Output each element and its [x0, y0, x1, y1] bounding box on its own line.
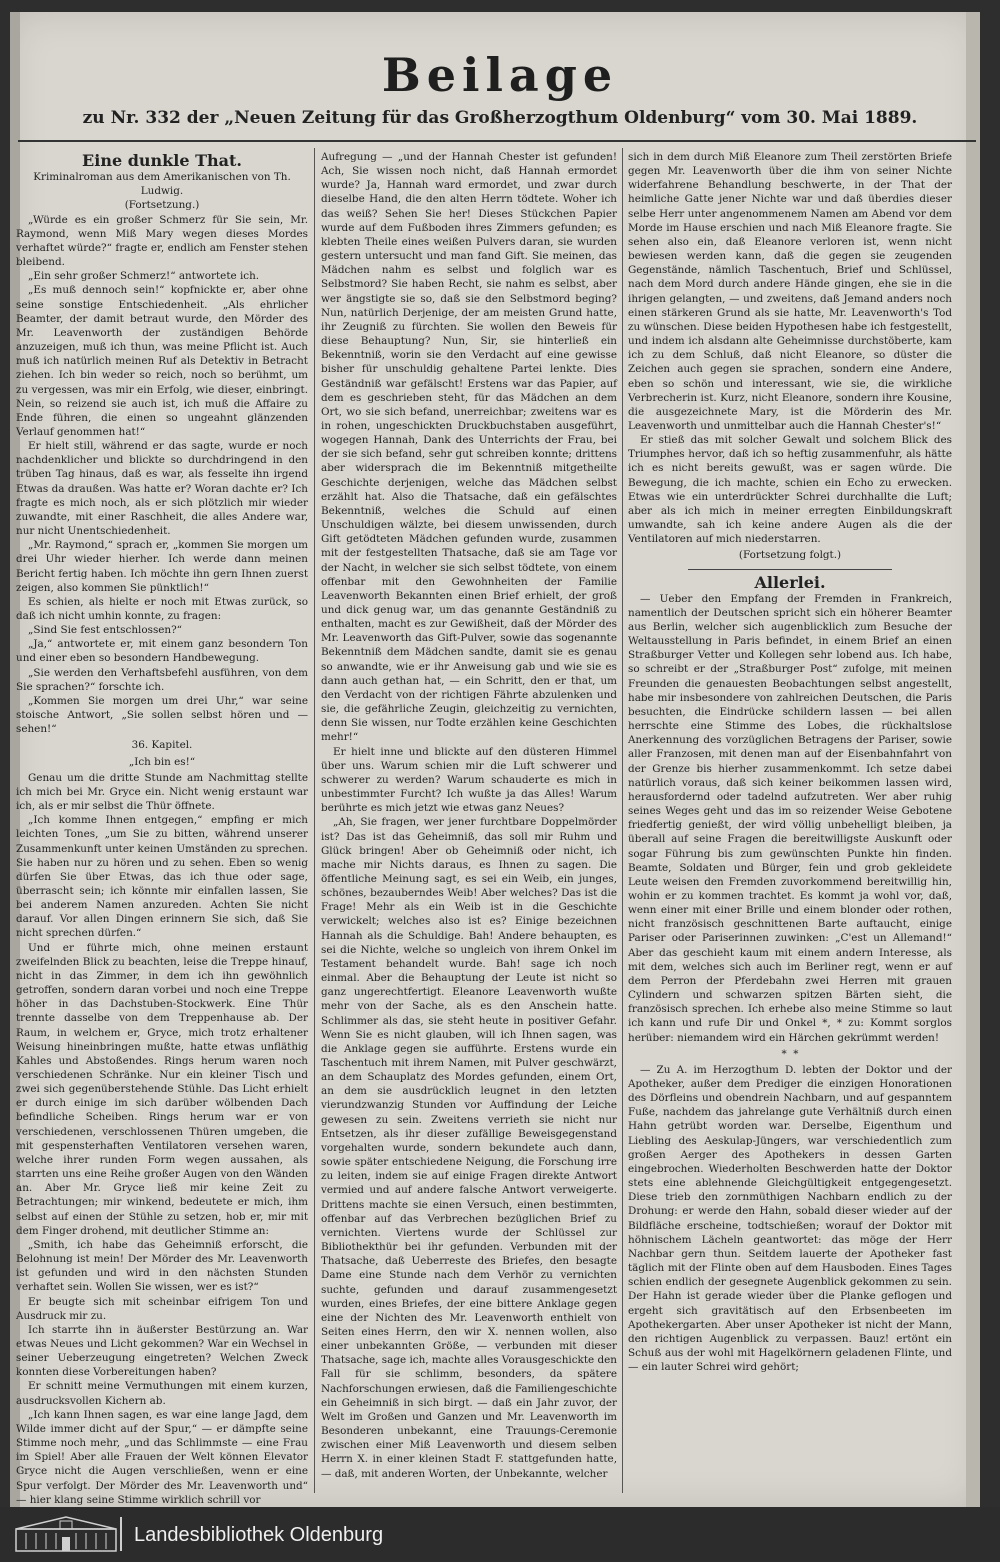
section-title: Allerlei.: [754, 572, 826, 592]
paragraph: „Würde es ein großer Schmerz für Sie sein, Mr. Raymond, wenn Miß Mary wegen dieses Mordes verhaftet würde?“ fragte er, endlich am Fenster stehen bleibend.: [16, 213, 308, 269]
paragraph: Genau um die dritte Stunde am Nachmittag stellte ich mich bei Mr. Gryce ein. Nicht wenig erstaunt war ich, als er mir selbst die Thür öffnete.: [16, 771, 308, 813]
paragraph: „Smith, ich habe das Geheimniß erforscht, die Belohnung ist mein! Der Mörder des Mr. Leavenworth ist gefunden und wird in den nächsten Stunden verhaftet sein. Wollen Sie wissen, wer es ist?“: [16, 1238, 308, 1294]
footer-divider: [120, 1517, 122, 1551]
column-divider: [314, 148, 315, 1493]
paragraph: sich in dem durch Miß Eleanore zum Theil zerstörten Briefe gegen Mr. Leavenworth über die ihm von seiner Nichte widerfahrene Behandlung beschwerte, in der That der heimliche Gatte jener Nichte war und daß überdies dieser selbe Herr unter angenommenem Namen am Abend vor dem Morde im Hause erschien und nach Miß Eleanore fragte. Sie sehen also ein, daß Eleanore verloren ist, wenn nicht bewiesen werden kann, daß die gegen sie zeugenden Gegenstände, nämlich Taschentuch, Brief und Schlüssel, nach dem Mord durch andere Hände gingen, ehe sie in die ihrigen gelangten, — und zweitens, daß Jemand anders noch einen stärkeren Grund als sie hatte, Mr. Leavenworth's Tod zu wünschen. Diese beiden Hypothesen habe ich festgestellt, und indem ich alsdann alte Geheimnisse durchstöberte, kam ich zu dem Schluß, daß nicht Eleanore, so düster die Zeichen auch gegen sie sprachen, sondern eine Andere, eben so schön und interessant, wie sie, die wirkliche Verbrecherin ist. Kurz, nicht Eleanore, sondern ihre Kousine, die ausgezeichnete Mary, ist die Mörderin des Mr. Leavenworth und unmittelbar auch die Hannah Chester's!“: [628, 151, 952, 432]
paragraph: — Zu A. im Herzogthum D. lebten der Doktor und der Apotheker, außer dem Prediger die einzigen Honorationen des Dörfleins und obendrein Nachbarn, und auf gespanntem Fuße, nachdem das jahrelange gute Verhältniß durch einen Hahn getrübt worden war. Derselbe, Eigenthum und Liebling des Aeskulap-Jüngers, war verschiedentlich zum großen Aerger des Apothekers in dessen Garten eingebrochen. Wiederholten Beschwerden hatte der Doktor stets eine ablehnende Gleichgültigkeit entgegengesetzt. Diese trieb den zornmüthigen Nachbarn endlich zu der Drohung: er werde den Hahn, sobald dieser wieder auf der Bildfläche erscheine, todtschießen; worauf der Doktor mit höhnischem Lächeln geantwortet: das möge der Herr Nachbar gern thun. Seitdem lauerte der Apotheker fast täglich mit der Flinte oben auf dem Hausboden. Eines Tages schien endlich der gesegnete Augenblick gekommen zu sein. Der Hahn ist gerade wieder über die Planke geflogen und ergeht sich gravitätisch auf den Erbsenbeeten im Apothekergarten. Aber unser Apotheker ist nicht der Mann, den richtigen Augenblick zu verpassen. Bauz! ertönt ein Schuß aus der wohl mit Hagelkörnern geladenen Flinte, und — ein lauter Schrei wird gehört;: [628, 1063, 952, 1374]
library-building-icon: [14, 1515, 118, 1553]
paragraph: Er hielt inne und blickte auf den düsteren Himmel über uns. Warum schien mir die Luft schwerer und schwerer zu werden? Warum schauderte es mich in unbestimmter Furcht? Ich wußte ja das Alles! Warum berührte es mich jetzt wie etwas ganz Neues?: [321, 745, 617, 815]
library-footer: [0, 1507, 1000, 1562]
masthead-subline: zu Nr. 332 der „Neuen Zeitung für das Großherzogthum Oldenburg“ vom 30. Mai 1889.: [82, 108, 918, 128]
header-rule: [18, 140, 976, 142]
story-title: Eine dunkle That.: [82, 151, 242, 170]
paragraph: „Ein sehr großer Schmerz!“ antwortete ich.: [28, 270, 260, 283]
paragraph: „Sie werden den Verhaftsbefehl ausführen, von dem Sie sprachen?“ forschte ich.: [16, 666, 308, 693]
paragraph: „Mr. Raymond,“ sprach er, „kommen Sie morgen um drei Uhr wieder hierher. Ich werde dann meinen Bericht fertig haben. Ich möchte ihn gern Ihnen zuerst zeigen, also kommen Sie pünktlich!“: [16, 539, 308, 594]
asterisk-divider: * *: [781, 1047, 799, 1060]
paragraph: „Ja,“ antwortete er, mit einem ganz besondern Ton und einer eben so besondern Handbewegung.: [16, 638, 308, 665]
masthead-title: Beilage: [381, 48, 619, 102]
chapter-title: „Ich bin es!“: [128, 755, 196, 768]
column-3: [628, 150, 952, 1490]
paragraph: Er schnitt meine Vermuthungen mit einem kurzen, ausdrucksvollen Kichern ab.: [16, 1380, 308, 1407]
continuation-note: (Fortsetzung folgt.): [738, 549, 842, 562]
story-subtitle: Kriminalroman aus dem Amerikanischen von Th. Ludwig.: [33, 171, 291, 198]
paragraph: Aufregung — „und der Hannah Chester ist gefunden! Ach, Sie wissen noch nicht, daß Hannah ermordet wurde? Ja, Hannah ward ermordet, und zwar durch dieselbe Hand, die den alten Herrn tödtete. Woher ich das weiß? Sehen Sie her! Dieses Stückchen Papier wurde auf dem Fußboden ihres Zimmers gefunden; es klebten Theile eines weißen Pulvers daran, sie wurden gestern untersucht und man fand Gift. Sie meinen, das Mädchen nahm es selbst und folglich war es Selbstmord? Sie haben Recht, sie nahm es selbst, aber wer ängstigte sie so, daß sie den Selbstmord beging? Nun, natürlich Derjenige, der am meisten Grund hatte, ihr Zeugniß zu fürchten. Sie wollen den Beweis für diese Behauptung? Nun, Sir, sie hinterließ ein Bekenntniß, worin sie den Verdacht auf eine gewisse bisher für unschuldig gehaltene Partei lenkte. Dies Geständniß war gefälscht! Erstens war das Papier, auf dem es geschrieben steht, für das Mädchen an dem Ort, wo sie sich befand, unerreichbar; zweitens war es in rohen, ungeschickten Druckbuchstaben ausgeführt, wogegen Hannah, Dank des Unterrichts der Frau, bei der sie sich befand, sehr gut schreiben konnte; drittens aber widersprach die im Bekenntniß mitgetheilte Geschichte derjenigen, welche das Mädchen selbst erzählt hat. Also die Thatsache, daß ein gefälschtes Bekenntniß, welches die Schuld auf einen Unschuldigen wälzte, bei diesem unwissenden, durch Gift getödteten Mädchen gefunden wurde, zusammen mit der festgestellten Thatsache, daß sie am Tage vor der Nacht, in welcher sie sich selbst tödtete, von einem offenbar mit den Gewohnheiten der Familie Leavenworth Bekannten einen Brief erhielt, der groß und dick genug war, um das genannte Geständniß zu enthalten, macht es zur Gewißheit, daß der Mörder des Mr. Leavenworth das Gift-Pulver, sowie das sogenannte Bekenntniß dem Mädchen sandte, damit sie es genau so anwandte, wie er ihr Anweisung gab und wie sie es dann auch gethan hat, — ein Schritt, den er that, um den Verdacht von der richtigen Fährte abzulenken und sie, die gefährliche Zeugin, gleichzeitig zu vernichten, denn Sie wissen, nur Todte erzählen keine Geschichten mehr!“: [321, 151, 617, 744]
paragraph: „Ich kann Ihnen sagen, es war eine lange Jagd, dem Wilde immer dicht auf der Spur,“ — er dämpfte seine Stimme noch mehr, „und das Schlimmste — eine Frau im Spiel! Aber alle Frauen der Welt können Elevator Gryce nicht die Augen verschließen, wenn er eine Spur verfolgt. Der Mörder des Mr. Leavenworth und“ — hier klang seine Stimme wirklich schrill vor: [16, 1408, 308, 1506]
page-right-edge: [966, 12, 980, 1507]
paragraph: Er beugte sich mit scheinbar eifrigem Ton und Ausdruck mir zu.: [16, 1295, 308, 1322]
chapter-heading: 36. Kapitel.: [131, 739, 193, 752]
column-1: [16, 150, 308, 1506]
paragraph: „Ah, Sie fragen, wer jener furchtbare Doppelmörder ist? Das ist das Geheimniß, das soll mir Ruhm und Glück bringen! Aber ob Geheimniß oder nicht, ich mache mir Nichts daraus, es Ihnen zu sagen. Die öffentliche Meinung sagt, es sei ein Weib, ein junges, schönes, bezauberndes Weib! Aber welches? Das ist die Frage! Mehr als ein Weib ist in die Geschichte verwickelt; welches also ist es? Einige bezeichnen Hannah als die Schuldige. Bah! Andere behaupten, es sei die Nichte, welche so ungleich von ihrem Onkel im Testament behandelt wurde. Bah! sage ich noch einmal. Aber die Behauptung der Leute ist nicht so ganz ungerechtfertigt. Eleanore Leavenworth wußte mehr von der Sache, als es den Anschein hatte. Schlimmer als das, sie steht heute in positiver Gefahr. Wenn Sie es nicht glauben, will ich Ihnen sagen, was die Anklage gegen sie aufführte. Erstens wurde ein Taschentuch mit ihrem Namen, mit Pulver geschwärzt, an dem Schauplatz des Mordes gefunden, einem Ort, an dem sie ausdrücklich leugnet in den letzten vierundzwanzig Stunden vor Auffindung der Leiche gewesen zu sein. Zweitens verrieth sie nicht nur Entsetzen, als ihr dieser zufällige Beweisgegenstand vorgehalten wurde, sondern bekundete auch dann, sowie später entschiedene Neigung, die Forschung irre zu leiten, indem sie auf einige Fragen direkte Antwort vermied und auf andere falsche Antwort verweigerte. Drittens machte sie einen Versuch, einen bestimmten, offenbar auf das Verbrechen bezüglichen Brief zu vernichten. Viertens wurde der Schlüssel zur Bibliothekthür bei ihr gefunden. Verbunden mit der Thatsache, daß Ueberreste des Briefes, den besagte Dame eine Stunde nach dem Verhör zu vernichten suchte, gefunden und darauf zusammengesetzt wurden, eines Briefes, der eine bittere Anklage gegen eine der Nichten des Mr. Leavenworth enthielt von Seiten eines Herrn, den wir X. nennen wollen, also einer unbekannten Größe, — verbunden mit dieser Thatsache, sage ich, machte alles Vorausgeschickte den Fall für sie schlimm, besonders, da spätere Nachforschungen erwiesen, daß die Familiengeschichte ein Geheimniß in sich birgt. — daß ein Jahr zuvor, der Welt im Großen und Ganzen und Mr. Leavenworth im Besonderen unbekannt, eine Trauungs-Ceremonie zwischen einer Miß Leavenworth und diesem selben Herrn X. in einer kleinen Stadt F. stattgefunden hatte, — daß, mit anderen Worten, der Unbekannte, welcher: [321, 816, 617, 1480]
paragraph: Und er führte mich, ohne meinen erstaunt zweifelnden Blick zu beachten, leise die Treppe hinauf, nicht in das Zimmer, in dem ich ihn gewöhnlich getroffen, sondern daran vorbei und noch eine Treppe höher in das Dachstuben-Stockwerk. Eine Thür trennte dasselbe von dem Treppenhause ab. Der Raum, in welchem er, Gryce, mich trotz erhaltener Weisung hineinbringen mußte, hatte etwas unfläthig Kahles und Abstoßendes. Rings herum waren noch verschiedenen Schränke. Nur ein kleiner Tisch und zwei sich gegenüberstehende Stühle. Das Licht erhielt er durch einige im sich darüber wölbenden Dach befindliche Scheiben. Rings herum war er von verschiedenen, verschlossenen Thüren umgeben, die mit gespensterhaften Ventilatoren versehen waren, welche ihrer runden Form wegen aussahen, als starrten uns eine Reihe großer Augen von den Wänden an. Aber Mr. Gryce ließ mir keine Zeit zu Betrachtungen; mir winkend, bedeutete er mich, ihm selbst auf einen der Stühle zu setzen, hob er, mir mit dem Finger drohend, mit deutlicher Stimme an:: [16, 941, 308, 1237]
paragraph: — Ueber den Empfang der Fremden in Frankreich, namentlich der Deutschen spricht sich ein höherer Beamter aus Berlin, welcher sich augenblicklich zum Besuche der Weltausstellung in Paris befindet, in einem Brief an einen Straßburger Vetter und Kollegen sehr lobend aus. Ich habe, so schreibt er der „Straßburger Post“ zufolge, mit meinen Freunden die genauesten Beobachtungen selbst angestellt, habe mir insbesondere von zahlreichen Deutschen, die Paris besuchten, die Eindrücke schildern lassen — bei allen herrschte eine Stimme des Lobes, die rückhaltslose Anerkennung des vorzüglichen Betragens der Pariser, sowie aller Franzosen, mit denen man auf der Eisenbahnfahrt von der Grenze bis hierher zusammenkommt. Ich setze dabei natürlich voraus, daß sich keiner beikommen lassen wird, herausfordernd oder tadelnd aufzutreten. Wer aber ruhig seines Weges geht und das im so reizender Weise Gebotene friedfertig genießt, der wird völlig unbehelligt bleiben, ja überall auf seine Fragen die bereitwilligste Auskunft oder sogar Führung bis zum gewünschten Punkte hin finden. Beamte, Soldaten und Bürger, fein und grob gekleidete Leute weisen den Fremden zuvorkommend bereitwillig hin, wohin er zu kommen trachtet. Es kommt ja wohl vor, daß, wenn einer mit einer Brille und einem blonder oder rothen, nicht französisch geschnittenen Barte auftaucht, einige Pariser oder Pariserinnen zuwinken: „C'est un Allemand!“ Aber das geschieht kaum mit einem andern Interesse, als mit dem, welches sich auch im Berliner regt, wenn er auf dem Perron der Pferdebahn zwei Herren mit grauen Cylindern und schwarzen spitzen Bärten sieht, die französisch sprechen. Ich erhebe also meine Stimme so laut ich kann und rufe Dir und Onkel *, * zu: Kommt sorglos herüber: niemandem wird ein Härchen gekrümmt werden!: [628, 592, 952, 1044]
paragraph: „Kommen Sie morgen um drei Uhr,“ war seine stoische Antwort, „Sie sollen selbst hören und — sehen!“: [16, 694, 308, 736]
paragraph: Ich starrte ihn in äußerster Bestürzung an. War etwas Neues und Licht gekommen? War ein Wechsel in seiner Ueberzeugung eingetreten? Welchen Zweck konnten diese Vorbereitungen haben?: [16, 1323, 308, 1379]
paragraph: „Es muß dennoch sein!“ kopfnickte er, aber ohne seine sonstige Entschiedenheit. „Als ehrlicher Beamter, der damit betraut wurde, den Mörder des Mr. Leavenworth der zuständigen Behörde anzuzeigen, muß ich thun, was meine Pflicht ist. Auch muß ich natürlich meinen Ruf als Detektiv in Betracht ziehen. Ich bin weder so reich, noch so berühmt, um zu vergessen, was mir ein Erfolg, wie dieser, einbringt. Nein, so reizend sie auch ist, ich muß die Affaire zu Ende führen, die einen so ungeahnt glänzenden Verlauf genommen hat!“: [16, 284, 308, 438]
paragraph: Er stieß das mit solcher Gewalt und solchem Blick des Triumphes hervor, daß ich so heftig zusammenfuhr, als hätte ich es nicht bereits gewußt, was er sagen würde. Die Bewegung, die ich machte, schien ein Echo zu erwecken. Etwas wie ein unterdrückter Schrei durchhallte die Luft; aber als ich mich in meiner erregten Einbildungskraft umwandte, sah ich keine andere Augen als die der Ventilatoren auf mich niederstarren.: [628, 434, 952, 546]
continuation-note: (Fortsetzung.): [124, 199, 200, 212]
library-name: Landesbibliothek Oldenburg: [134, 1524, 384, 1546]
section-rule: [688, 569, 892, 570]
paragraph: „Ich komme Ihnen entgegen,“ empfing er mich leichten Tones, „um Sie zu bitten, während unserer Zusammenkunft unter keinen Umständen zu sprechen. Sie haben nur zu hören und zu sehen. Eben so wenig dürfen Sie über Etwas, das ich thue oder sage, überrascht sein; ich könnte mir einfallen lassen, Sie bei anderem Namen anzureden. Achten Sie nicht darauf. Vor allen Dingen erinnern Sie sich, daß Sie nicht sprechen dürfen.“: [16, 814, 308, 940]
paragraph: Er hielt still, während er das sagte, wurde er noch nachdenklicher und blickte so durchdringend in den trüben Tag hinaus, daß es war, als fesselte ihn irgend Etwas da draußen. Was hatte er? Woran dachte er? Ich fragte es mich noch, als er sich plötzlich mir wieder zuwandte, mit einer Raschheit, die alles Andere war, nur nicht Unentschiedenheit.: [16, 440, 308, 538]
paragraph: Es schien, als hielte er noch mit Etwas zurück, so daß ich nicht umhin konnte, zu fragen:: [16, 595, 308, 622]
column-2: [321, 150, 617, 1490]
column-divider: [622, 148, 623, 1493]
paragraph: „Sind Sie fest entschlossen?“: [28, 624, 182, 637]
